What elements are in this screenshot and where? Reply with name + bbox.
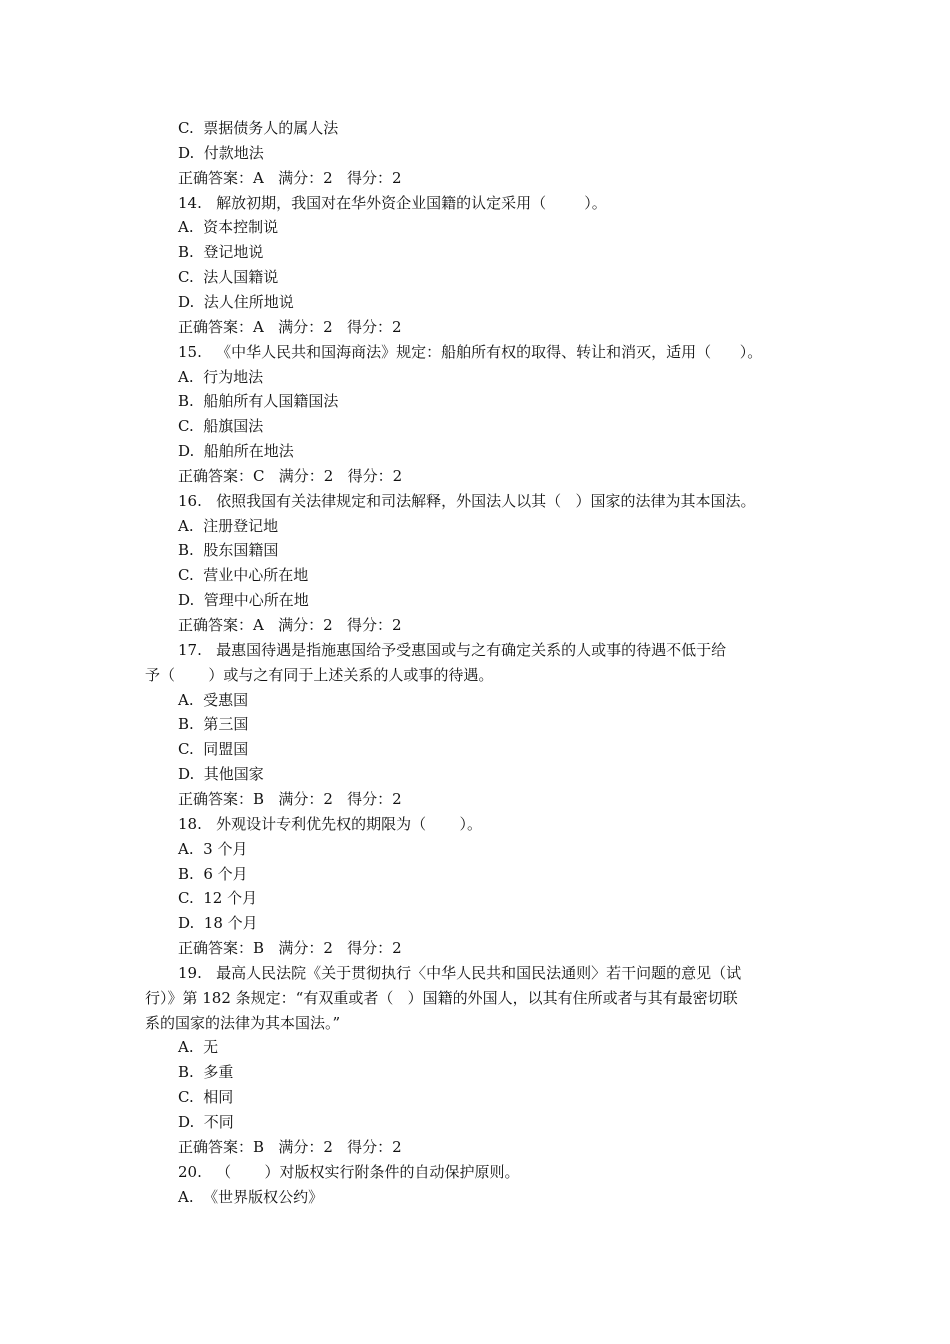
option-line: C. 相同 (178, 1088, 234, 1106)
option-line: C. 12 个月 (178, 889, 258, 907)
option-line: C. 票据债务人的属人法 (178, 119, 339, 137)
question-line: 17. 最惠国待遇是指施惠国给予受惠国或与之有确定关系的人或事的待遇不低于给 (178, 641, 727, 659)
option-line: B. 登记地说 (178, 243, 264, 261)
question-line: 18. 外观设计专利优先权的期限为（ ）。 (178, 815, 483, 833)
option-line: C. 营业中心所在地 (178, 566, 309, 584)
answer-line: 正确答案：B 满分：2 得分：2 (178, 939, 402, 957)
option-line: B. 股东国籍国 (178, 541, 279, 559)
option-line: D. 付款地法 (178, 144, 264, 162)
option-line: D. 法人住所地说 (178, 293, 294, 311)
question-line: 14. 解放初期，我国对在华外资企业国籍的认定采用（ ）。 (178, 194, 607, 212)
option-line: B. 多重 (178, 1063, 234, 1081)
question-line: 16. 依照我国有关法律规定和司法解释，外国法人以其（ ）国家的法律为其本国法。 (178, 492, 756, 510)
question-continuation-line: 系的国家的法律为其本国法。” (145, 1014, 341, 1032)
option-line: A. 行为地法 (178, 368, 264, 386)
question-line: 20. （ ）对版权实行附条件的自动保护原则。 (178, 1163, 520, 1181)
option-line: B. 船舶所有人国籍国法 (178, 392, 339, 410)
answer-line: 正确答案：B 满分：2 得分：2 (178, 1138, 402, 1156)
option-line: A. 3 个月 (178, 840, 248, 858)
option-line: D. 其他国家 (178, 765, 264, 783)
option-line: D. 管理中心所在地 (178, 591, 309, 609)
option-line: A. 受惠国 (178, 691, 249, 709)
option-line: A. 无 (178, 1038, 219, 1056)
option-line: A. 《世界版权公约》 (178, 1188, 324, 1206)
question-line: 19. 最高人民法院《关于贯彻执行〈中华人民共和国民法通则〉若干问题的意见（试 (178, 964, 742, 982)
option-line: B. 第三国 (178, 715, 249, 733)
answer-line: 正确答案：C 满分：2 得分：2 (178, 467, 403, 485)
answer-line: 正确答案：A 满分：2 得分：2 (178, 169, 402, 187)
question-continuation-line: 予（ ）或与之有同于上述关系的人或事的待遇。 (145, 666, 494, 684)
option-line: A. 资本控制说 (178, 218, 279, 236)
option-line: A. 注册登记地 (178, 517, 279, 535)
question-line: 15. 《中华人民共和国海商法》规定：船舶所有权的取得、转让和消灭，适用（ ）。 (178, 343, 763, 361)
answer-line: 正确答案：B 满分：2 得分：2 (178, 790, 402, 808)
option-line: D. 18 个月 (178, 914, 258, 932)
option-line: D. 不同 (178, 1113, 234, 1131)
option-line: D. 船舶所在地法 (178, 442, 294, 460)
answer-line: 正确答案：A 满分：2 得分：2 (178, 318, 402, 336)
question-continuation-line: 行）》第 182 条规定：“有双重或者（ ）国籍的外国人，以其有住所或者与其有最密切联 (145, 989, 738, 1007)
option-line: C. 船旗国法 (178, 417, 264, 435)
option-line: C. 同盟国 (178, 740, 249, 758)
option-line: B. 6 个月 (178, 865, 248, 883)
answer-line: 正确答案：A 满分：2 得分：2 (178, 616, 402, 634)
option-line: C. 法人国籍说 (178, 268, 279, 286)
